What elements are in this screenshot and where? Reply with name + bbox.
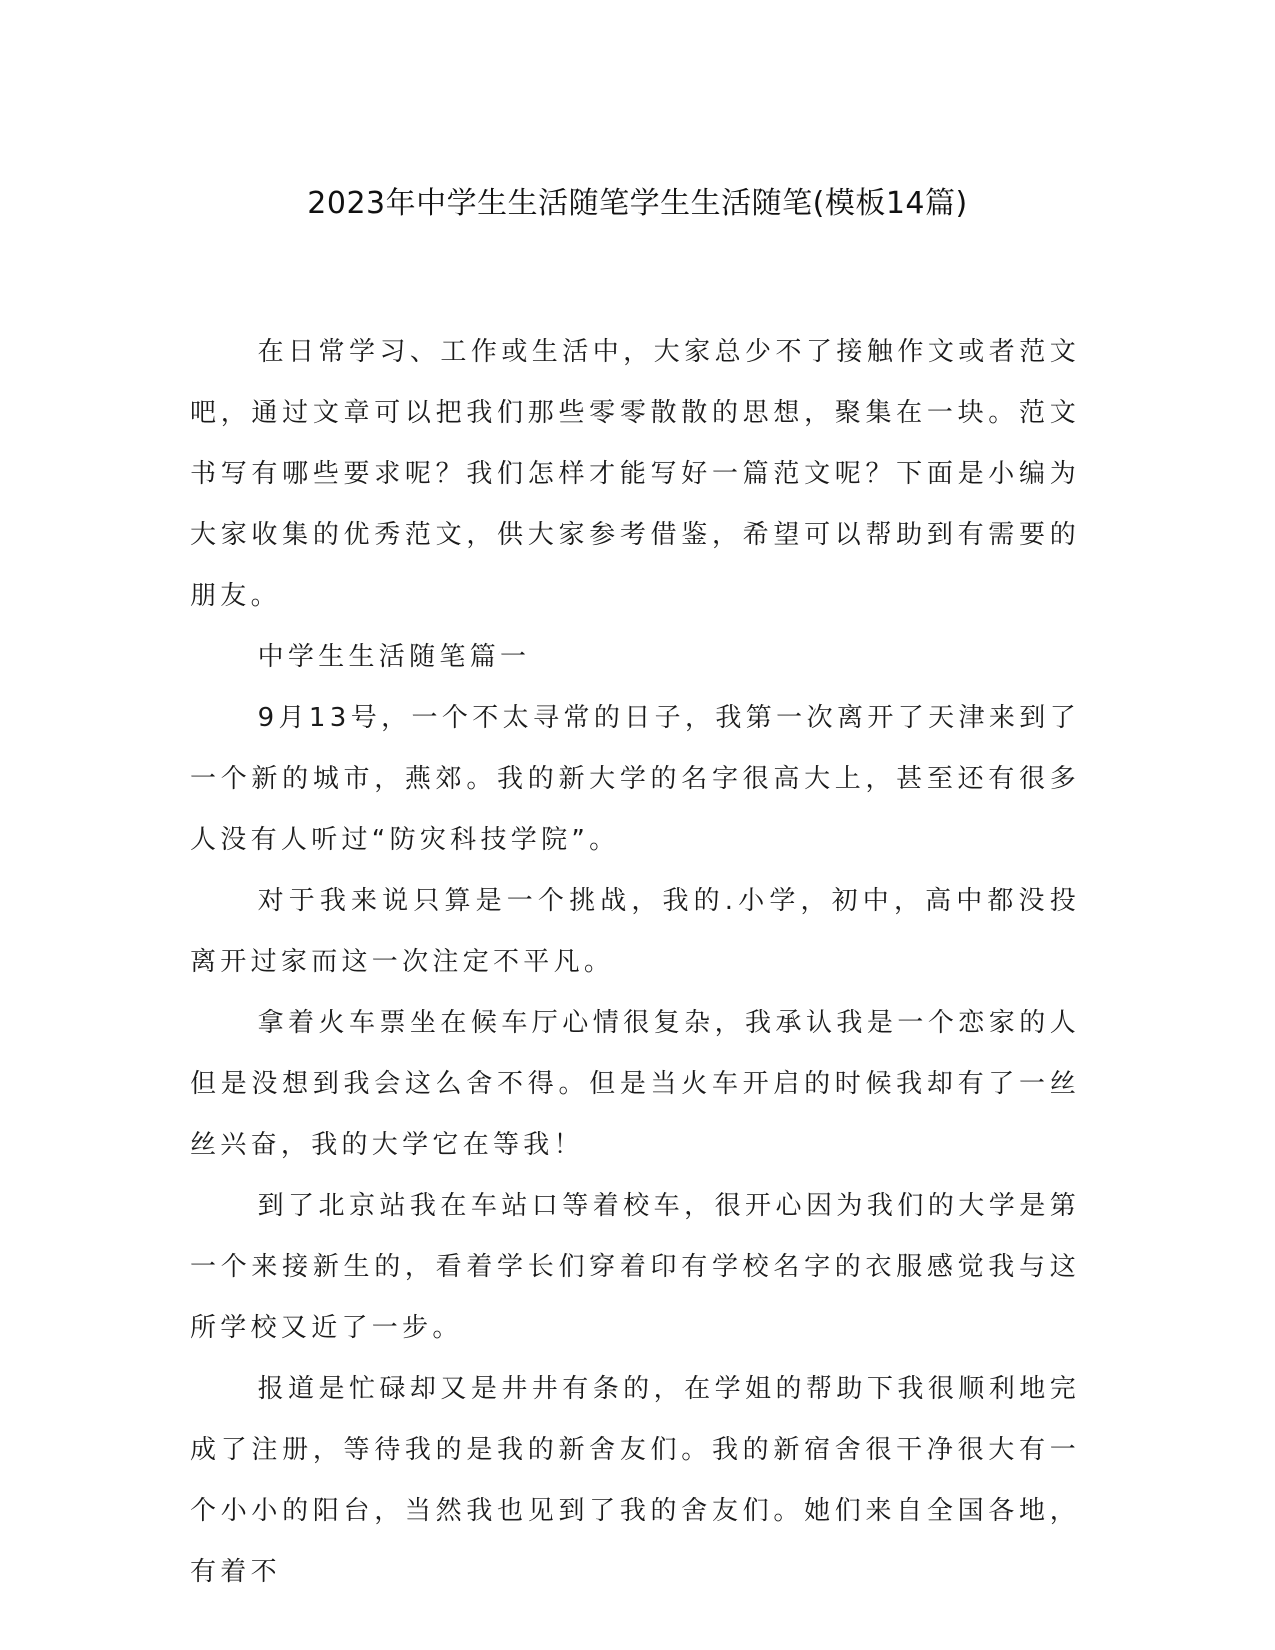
section-heading: 中学生生活随笔篇一 <box>257 642 531 672</box>
paragraph: 对于我来说只算是一个挑战，我的.小学，初中，高中都没投离开过家而这一次注定不平凡。 <box>190 886 1080 977</box>
paragraph: 拿着火车票坐在候车厅心情很复杂，我承认我是一个恋家的人但是没想到我会这么舍不得。但是当火车开启的时候我却有了一丝丝兴奋，我的大学它在等我！ <box>190 1008 1080 1160</box>
paragraph: 报道是忙碌却又是井井有条的，在学姐的帮助下我很顺利地完成了注册，等待我的是我的新舍友们。我的新宿舍很干净很大有一个小小的阳台，当然我也见到了我的舍友们。她们来自全国各地，有着不 <box>190 1374 1080 1587</box>
paragraph: 到了北京站我在车站口等着校车，很开心因为我们的大学是第一个来接新生的，看着学长们穿着印有学校名字的衣服感觉我与这所学校又近了一步。 <box>190 1191 1080 1343</box>
document-title: 2023年中学生生活随笔学生生活随笔(模板14篇) <box>307 186 968 221</box>
document-body <box>190 322 1080 1603</box>
paragraph-intro: 在日常学习、工作或生活中，大家总少不了接触作文或者范文吧，通过文章可以把我们那些零零散散的思想，聚集在一块。范文书写有哪些要求呢？我们怎样才能写好一篇范文呢？下面是小编为大家收集的优秀范文，供大家参考借鉴，希望可以帮助到有需要的朋友。 <box>190 337 1080 611</box>
paragraph: 9月13号，一个不太寻常的日子，我第一次离开了天津来到了一个新的城市，燕郊。我的新大学的名字很高大上，甚至还有很多人没有人听过“防灾科技学院”。 <box>190 703 1080 855</box>
